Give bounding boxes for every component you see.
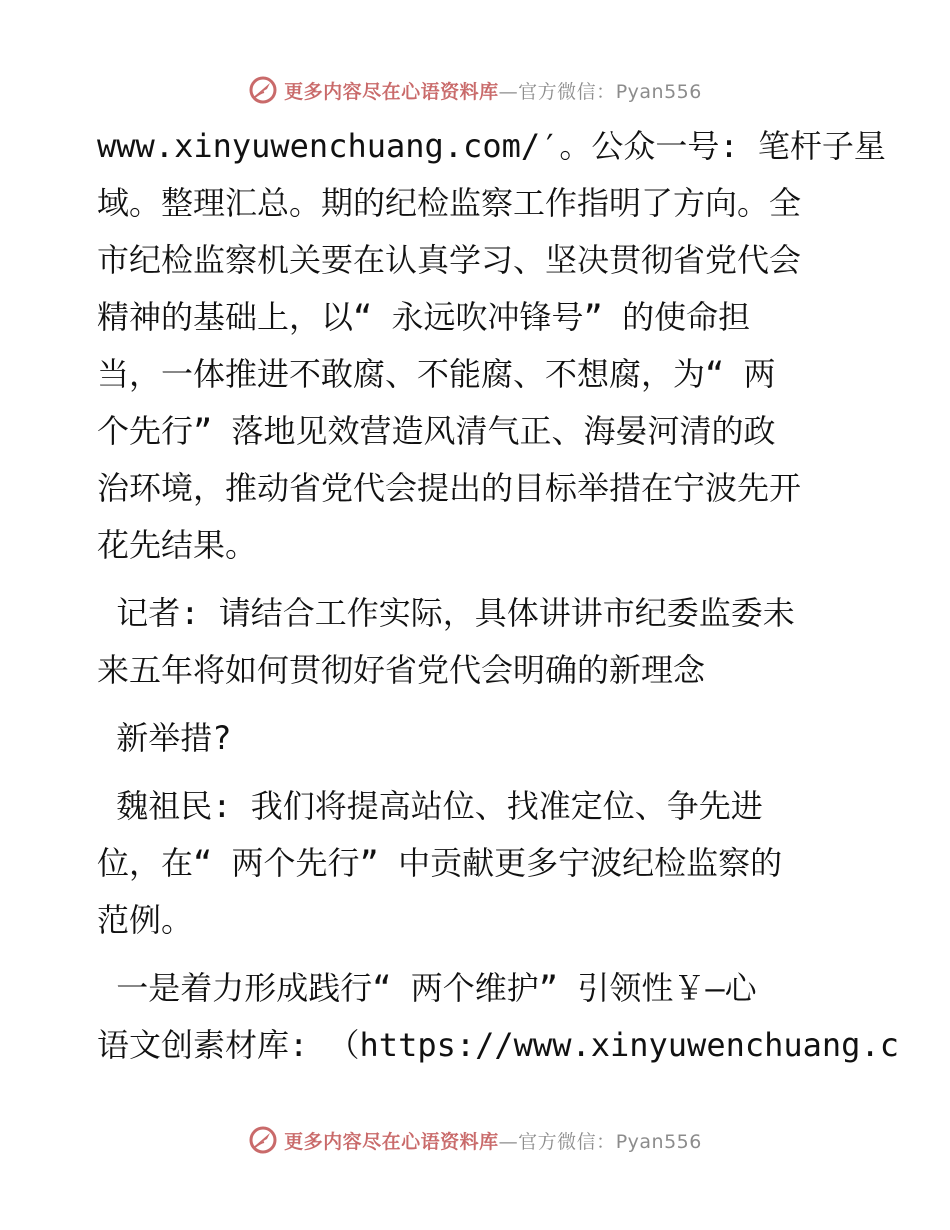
text-line: 市纪检监察机关要在认真学习、坚决贯彻省党代会 [97, 241, 802, 279]
text-line: 当，一体推进不敢腐、不能腐、不想腐，为“ 两 [97, 355, 776, 393]
text-line: 位，在“ 两个先行” 中贡献更多宁波纪检监察的 [97, 844, 783, 882]
paragraph-4 [97, 778, 867, 949]
text-line: 域。整理汇总。期的纪检监察工作指明了方向。全 [97, 184, 802, 222]
document-body [97, 118, 899, 1074]
paragraph-1 [97, 118, 886, 574]
text-line: 范例。 [97, 901, 194, 939]
header-watermark-text: 更多内容尽在心语资料库—官方微信：Pyan556 [284, 80, 702, 103]
text-line: 语文创素材库: （https://www.xinyuwenchuang.c [97, 1026, 899, 1064]
text-line: 花先结果。 [97, 526, 258, 564]
text-line: 来五年将如何贯彻好省党代会明确的新理念 [97, 651, 706, 689]
paragraph-3 [97, 710, 867, 767]
text-line: 精神的基础上，以“ 永远吹冲锋号” 的使命担 [97, 298, 751, 336]
paragraph-5 [97, 960, 899, 1074]
paragraph-2 [97, 585, 867, 699]
text-line: 治环境，推动省党代会提出的目标举措在宁波先开 [97, 469, 802, 507]
text-line: www.xinyuwenchuang.com/′。公众一号: 笔杆子星 [97, 127, 886, 165]
quill-logo-icon [248, 1125, 278, 1155]
text-line: 魏祖民: 我们将提高站位、找准定位、争先进 [97, 787, 763, 825]
quill-logo-icon [248, 75, 278, 105]
text-line: 新举措? [97, 719, 232, 757]
text-line: 记者: 请结合工作实际，具体讲讲市纪委监委未 [97, 594, 795, 632]
footer-watermark [0, 1122, 950, 1158]
text-line: 一是着力形成践行“ 两个维护” 引领性￥—心 [97, 969, 757, 1007]
header-watermark [0, 72, 950, 108]
footer-watermark-text: 更多内容尽在心语资料库—官方微信：Pyan556 [284, 1130, 702, 1153]
text-line: 个先行” 落地见效营造风清气正、海晏河清的政 [97, 412, 776, 450]
